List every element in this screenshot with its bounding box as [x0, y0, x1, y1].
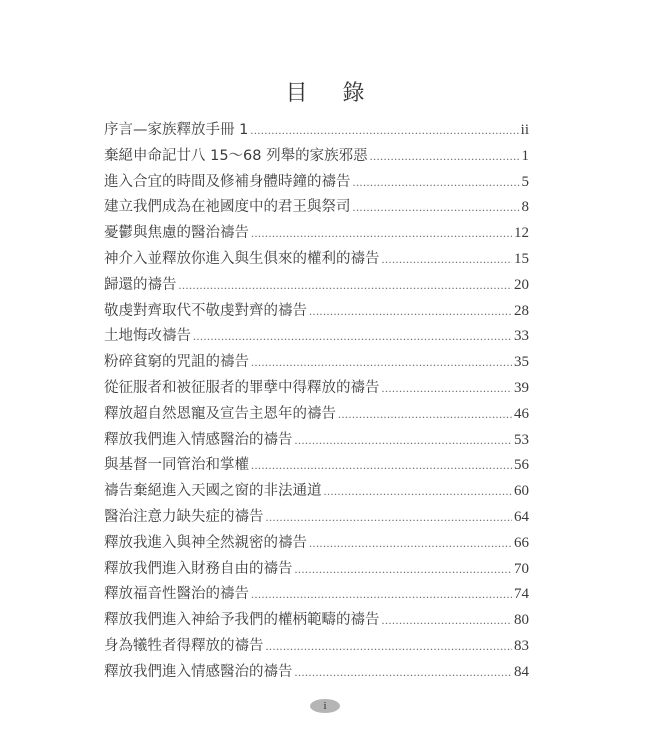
toc-entry[interactable]: [104, 350, 529, 376]
dot-leader: [370, 149, 520, 164]
toc-entry-title: 序言—家族釋放手冊 1: [104, 122, 249, 138]
dot-leader: [382, 252, 513, 267]
toc-entry-page: 60: [514, 483, 529, 500]
toc-entry-page: 8: [521, 199, 529, 216]
dot-leader: [382, 613, 513, 628]
toc-entry-title: 與基督一同管治和掌權: [104, 457, 249, 474]
toc-entry-page: 74: [514, 586, 529, 603]
toc-entry-title: 憂鬱與焦慮的醫治禱告: [104, 225, 249, 242]
toc-entry-title: 釋放我們進入情感醫治的禱告: [104, 431, 293, 448]
toc-entry[interactable]: [104, 402, 529, 428]
toc-entry[interactable]: [104, 634, 529, 660]
toc-entry-page: 33: [514, 328, 529, 345]
toc-entry-title: 釋放我們進入情感醫治的禱告: [104, 663, 293, 680]
toc-entry-page: 56: [514, 457, 529, 474]
toc-entry[interactable]: [104, 144, 529, 170]
toc-entry[interactable]: [104, 582, 529, 608]
toc-entry[interactable]: [104, 118, 529, 144]
toc-entry-title: 棄絕申命記廿八 15～68 列舉的家族邪惡: [104, 147, 368, 164]
toc-entry-page: 83: [514, 637, 529, 654]
toc-entry-page: 80: [514, 612, 529, 629]
dot-leader: [382, 381, 513, 396]
dot-leader: [324, 484, 513, 499]
toc-entry-title: 粉碎貧窮的咒詛的禱告: [104, 354, 249, 371]
toc-entry[interactable]: [104, 505, 529, 531]
dot-leader: [295, 433, 513, 448]
dot-leader: [251, 587, 512, 602]
toc-entry-page: 53: [514, 431, 529, 448]
toc-entry[interactable]: [104, 660, 529, 686]
toc-entry-title: 釋放我們進入神給予我們的權柄範疇的禱告: [104, 612, 380, 629]
dot-leader: [251, 458, 512, 473]
toc-entry[interactable]: [104, 247, 529, 273]
toc-entry[interactable]: [104, 557, 529, 583]
dot-leader: [295, 562, 513, 577]
toc-entry-title: 釋放福音性醫治的禱告: [104, 586, 249, 603]
toc-entry-title: 釋放我進入與神全然親密的禱告: [104, 534, 307, 551]
toc-entry[interactable]: [104, 428, 529, 454]
toc-entry[interactable]: [104, 479, 529, 505]
dot-leader: [353, 175, 520, 190]
toc-entry-page: 35: [514, 354, 529, 371]
toc-entry-page: 1: [521, 147, 529, 164]
page-number-badge: i: [310, 699, 340, 713]
toc-entry-title: 禱告棄絕進入天國之窗的非法通道: [104, 483, 322, 500]
dot-leader: [309, 304, 512, 319]
dot-leader: [309, 536, 512, 551]
toc-entry-title: 進入合宜的時間及修補身體時鐘的禱告: [104, 173, 351, 190]
toc-entry[interactable]: [104, 299, 529, 325]
toc-entry-page: 46: [514, 405, 529, 422]
toc-entry[interactable]: [104, 170, 529, 196]
toc-entry-title: 敬虔對齊取代不敬虔對齊的禱告: [104, 302, 307, 319]
toc-entry-page: 15: [514, 250, 529, 267]
toc-entry[interactable]: [104, 531, 529, 557]
toc-entry-title: 從征服者和被征服者的罪孽中得釋放的禱告: [104, 379, 380, 396]
toc-entry-page: 5: [521, 173, 529, 190]
toc-entry-page: 70: [514, 560, 529, 577]
toc-entry-title: 歸還的禱告: [104, 276, 177, 293]
toc-entry-title: 釋放我們進入財務自由的禱告: [104, 560, 293, 577]
toc-entry-page: 12: [514, 225, 529, 242]
dot-leader: [250, 123, 518, 138]
toc-entry-title: 釋放超自然恩寵及宣告主恩年的禱告: [104, 405, 336, 422]
toc-entry-title: 身為犧牲者得釋放的禱告: [104, 637, 264, 654]
dot-leader: [295, 665, 513, 680]
dot-leader: [266, 510, 513, 525]
toc-entry-title: 土地悔改禱告: [104, 328, 191, 345]
toc-entry-page: 28: [514, 302, 529, 319]
dot-leader: [353, 200, 520, 215]
toc-entry-title: 醫治注意力缺失症的禱告: [104, 508, 264, 525]
toc-entry[interactable]: [104, 324, 529, 350]
table-of-contents: [104, 118, 529, 686]
dot-leader: [193, 329, 512, 344]
toc-entry-title: 建立我們成為在祂國度中的君王與祭司: [104, 199, 351, 216]
toc-entry[interactable]: [104, 376, 529, 402]
toc-entry-page: 39: [514, 379, 529, 396]
toc-entry-page: ii: [520, 122, 529, 138]
toc-entry[interactable]: [104, 608, 529, 634]
dot-leader: [338, 407, 512, 422]
dot-leader: [251, 355, 512, 370]
toc-entry-page: 84: [514, 663, 529, 680]
dot-leader: [266, 639, 513, 654]
toc-entry[interactable]: [104, 221, 529, 247]
page-title: 目 錄: [285, 81, 379, 106]
dot-leader: [179, 278, 513, 293]
toc-entry[interactable]: [104, 273, 529, 299]
toc-entry[interactable]: [104, 195, 529, 221]
toc-entry-page: 64: [514, 508, 529, 525]
toc-entry-page: 66: [514, 534, 529, 551]
toc-entry[interactable]: [104, 453, 529, 479]
dot-leader: [251, 226, 512, 241]
toc-entry-page: 20: [514, 276, 529, 293]
toc-entry-title: 神介入並釋放你進入與生俱來的權利的禱告: [104, 250, 380, 267]
